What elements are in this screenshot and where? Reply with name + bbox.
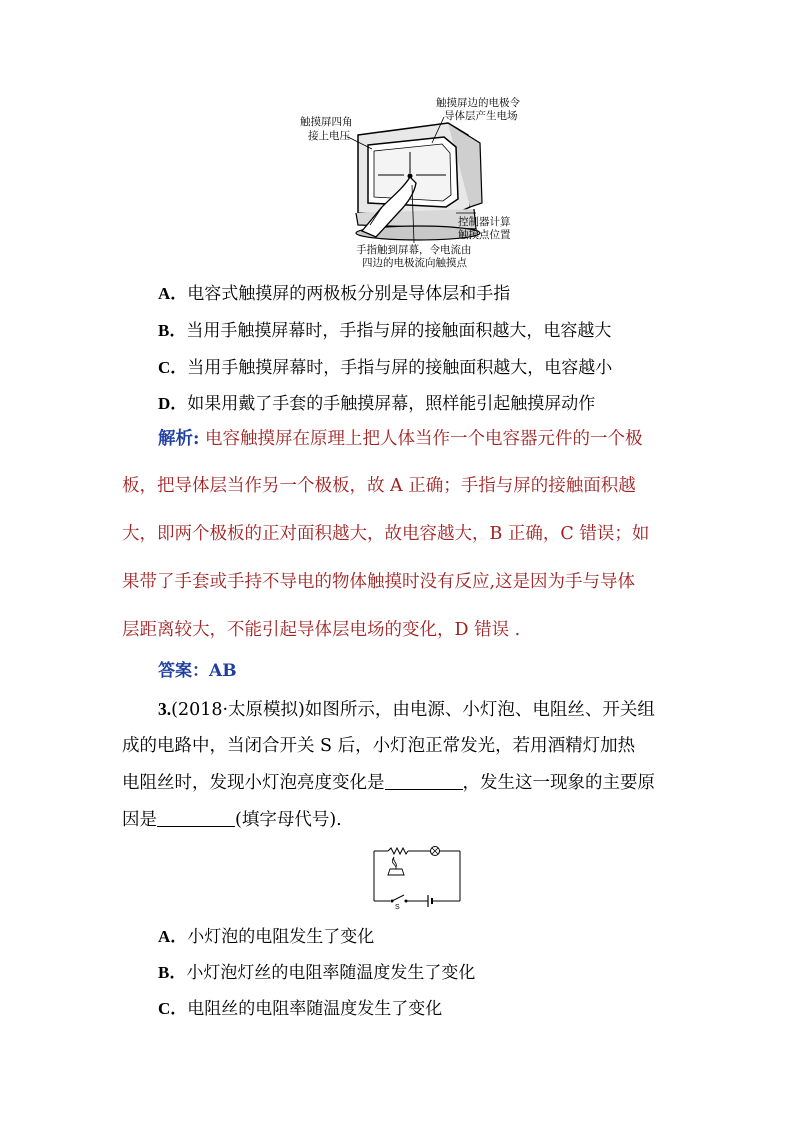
question3-line-3 (122, 771, 655, 795)
option-letter: C． (158, 999, 188, 1018)
option-a (158, 283, 510, 305)
option-text: 小灯泡灯丝的电阻率随温度发生了变化 (186, 963, 476, 983)
answer-blank-2 (157, 810, 235, 827)
label-field-1: 触摸屏边的电极令 (436, 97, 520, 109)
option-d (158, 393, 595, 415)
q3-option-b (158, 962, 475, 984)
analysis-line-5: 层距离较大，不能引起导体层电场的变化，D 错误 . (122, 620, 521, 640)
option-letter: C． (158, 358, 188, 377)
option-letter: B． (158, 321, 187, 340)
option-text: 电容式触摸屏的两极板分别是导体层和手指 (187, 284, 511, 304)
question3-text-1: (2018·太原模拟)如图所示，由电源、小灯泡、电阻丝、开关组 (171, 700, 655, 720)
answer-blank-1 (385, 773, 463, 790)
label-field-2: 导体层产生电场 (444, 110, 518, 122)
circuit-diagram (368, 843, 464, 909)
question3-line-2: 成的电路中，当闭合开关 S 后，小灯泡正常发光，若用酒精灯加热 (122, 736, 636, 756)
question3-text-4b: (填字母代号). (235, 810, 342, 830)
question3-line-4 (122, 808, 342, 832)
answer: 答案：AB (158, 661, 237, 681)
q3-option-a (158, 926, 374, 948)
analysis-line-1 (158, 427, 718, 451)
touchscreen-figure (298, 95, 534, 270)
question-number: 3. (158, 699, 172, 719)
option-text: 如果用戴了手套的手触摸屏幕，照样能引起触摸屏动作 (187, 394, 596, 414)
option-c (158, 357, 612, 379)
option-b (158, 320, 611, 342)
label-corners-1: 触摸屏四角 (300, 116, 353, 128)
analysis-head: 解析: (158, 429, 200, 449)
question3-text-3a: 电阻丝时，发现小灯泡亮度变化是 (122, 773, 385, 793)
label-corners-2: 接上电压 (308, 130, 350, 142)
option-text: 电阻丝的电阻率随温度发生了变化 (187, 999, 443, 1019)
label-finger-1: 手指触到屏幕，令电流由 (356, 244, 472, 256)
q3-option-c (158, 998, 442, 1020)
label-controller-1: 控制器计算 (458, 216, 511, 228)
question3-text-4a: 因是 (122, 810, 157, 830)
option-text: 当用手触摸屏幕时，手指与屏的接触面积越大，电容越大 (186, 321, 612, 341)
question3-text-3b: ，发生这一现象的主要原 (462, 773, 655, 793)
label-finger-2: 四边的电极流向触摸点 (362, 257, 467, 269)
label-controller-2: 触摸点位置 (458, 229, 511, 241)
circuit-figure (368, 843, 464, 909)
option-letter: B． (158, 963, 187, 982)
switch-label: S (395, 904, 400, 909)
analysis-line-3: 大，即两个极板的正对面积越大，故电容越大，B 正确，C 错误；如 (122, 524, 650, 544)
option-text: 当用手触摸屏幕时，手指与屏的接触面积越大，电容越小 (187, 358, 613, 378)
touchscreen-diagram (298, 95, 534, 270)
analysis-text-1: 电容触摸屏在原理上把人体当作一个电容器元件的一个极 (199, 429, 643, 449)
option-letter: A． (158, 284, 188, 303)
option-text: 小灯泡的电阻发生了变化 (187, 927, 375, 947)
analysis-line-2: 板，把导体层当作另一个极板，故 A 正确；手指与屏的接触面积越 (122, 476, 636, 496)
question3-line-1 (158, 697, 655, 722)
analysis-line-4: 果带了手套或手持不导电的物体触摸时没有反应,这是因为手与导体 (122, 572, 636, 592)
option-letter: A． (158, 927, 188, 946)
option-letter: D． (158, 394, 188, 413)
